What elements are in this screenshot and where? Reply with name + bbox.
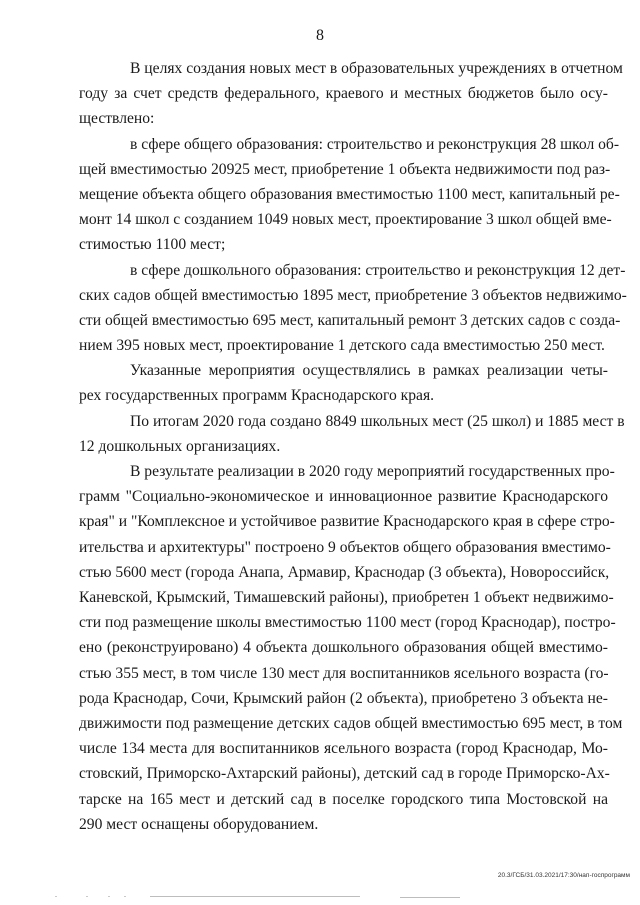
text-line: нием 395 новых мест, проектирование 1 детского сада вместимостью 250 мест.: [79, 337, 605, 354]
text-line: рех государственных программ Краснодарского края.: [79, 387, 435, 404]
text-line: в сфере дошкольного образования: строительство и реконструкция 12 дет-: [130, 262, 626, 279]
text-line: грамм "Социально-экономическое и инновационное развитие Краснодарского: [79, 488, 608, 505]
text-line: стовский, Приморско-Ахтарский районы), детский сад в городе Приморско-Ах-: [79, 765, 610, 782]
text-line: движимости под размещение детских садов общей вместимостью 695 мест, в том: [79, 715, 623, 732]
text-line: сти под размещение школы вместимостью 1100 мест (город Краснодар), постро-: [79, 614, 616, 631]
text-line: В целях создания новых мест в образовательных учреждениях в отчетном: [130, 60, 623, 77]
text-line: сти общей вместимостью 695 мест, капитальный ремонт 3 детских садов с созда-: [79, 312, 621, 329]
text-line: числе 134 места для воспитанников ясельного возраста (город Краснодар, Мо-: [79, 740, 608, 757]
text-line: 290 мест оснащены оборудованием.: [79, 816, 319, 833]
page-number: 8: [316, 27, 324, 44]
text-line: стью 355 мест, в том числе 130 мест для воспитанников ясельного возраста (го-: [79, 665, 609, 682]
text-line: По итогам 2020 года создано 8849 школьных мест (25 школ) и 1885 мест в: [130, 413, 625, 430]
text-line: мещение объекта общего образования вместимостью 1100 мест, капитальный ре-: [79, 186, 620, 203]
text-line: края" и "Комплексное и устойчивое развитие Краснодарского края в сфере стро-: [79, 513, 615, 530]
text-line: тарске на 165 мест и детский сад в поселке городского типа Мостовской на: [79, 791, 608, 808]
text-line: в сфере общего образования: строительство и реконструкция 28 школ об-: [130, 136, 620, 153]
text-line: ено (реконструировано) 4 объекта дошкольного образования общей вместимо-: [79, 639, 608, 656]
text-line: Каневской, Крымский, Тимашевский районы), приобретен 1 объект недвижимо-: [79, 589, 614, 606]
text-line: стью 5600 мест (города Анапа, Армавир, Краснодар (3 объекта), Новороссийск,: [79, 564, 610, 581]
text-line: ительства и архитектуры" построено 9 объектов общего образования вместимо-: [79, 539, 611, 556]
text-line: В результате реализации в 2020 году мероприятий государственных про-: [130, 463, 615, 480]
footer-code: 20.3/ГСБ/31.03.2021/17:30/нап-госпрограмм: [497, 872, 630, 879]
text-line: Указанные мероприятия осуществлялись в рамках реализации четы-: [130, 362, 608, 379]
text-line: стимостью 1100 мест;: [79, 236, 226, 253]
text-line: монт 14 школ с созданием 1049 новых мест, проектирование 3 школ общей вме-: [79, 211, 612, 228]
text-line: году за счет средств федерального, краевого и местных бюджетов было осу-: [79, 85, 608, 102]
text-line: ских садов общей вместимостью 1895 мест, приобретение 3 объектов недвижимо-: [79, 287, 627, 304]
text-line: рода Краснодар, Сочи, Крымский район (2 объекта), приобретено 3 объекта не-: [79, 690, 608, 707]
text-line: 12 дошкольных организациях.: [79, 438, 281, 455]
text-line: щей вместимостью 20925 мест, приобретение 1 объекта недвижимости под раз-: [79, 161, 611, 178]
text-line: ществлено:: [79, 110, 155, 127]
